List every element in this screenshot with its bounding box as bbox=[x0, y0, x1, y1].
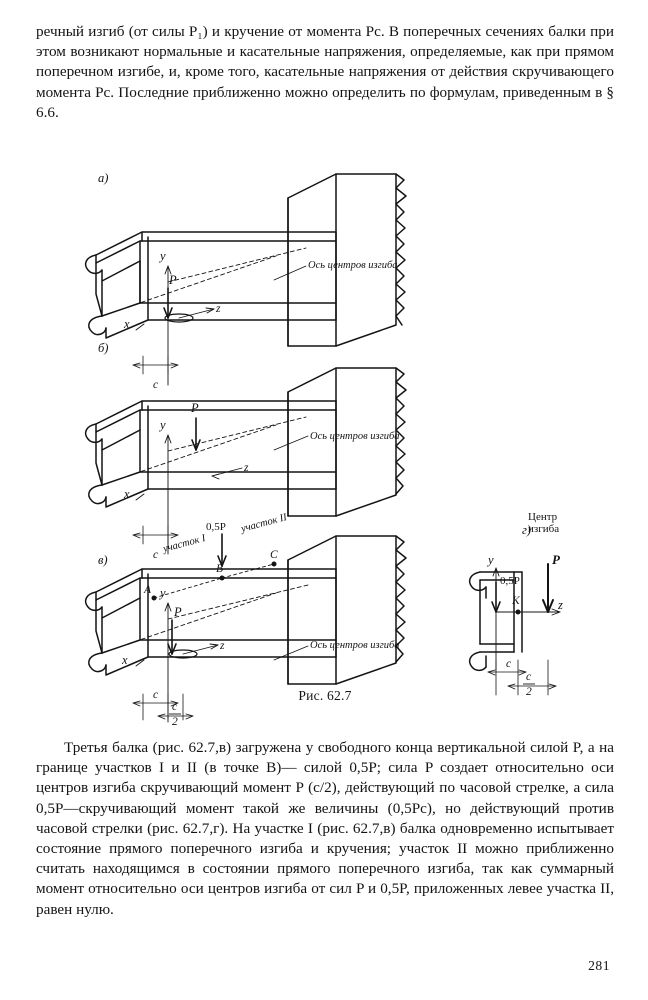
figure-62-7 bbox=[36, 160, 614, 728]
paragraph-bottom bbox=[36, 738, 614, 920]
paragraph-top-text: речный изгиб (от силы P₁) и кручение от момента Pc. В поперечных сечениях балки при этом возникают нормальные и касательные напряжения, определяемые, как при прямом поперечном изгибе, и, кроме того, касательные напряжения от действия скручивающего момента Pc. Последние приближенно можно определить по формулам, приведенным в § 6.6. bbox=[36, 23, 614, 121]
panel-g-label-P: P bbox=[552, 552, 560, 567]
panel-a-label-P: P bbox=[169, 273, 177, 287]
panel-g-label-c2-den: 2 bbox=[526, 686, 532, 698]
panel-a-label-y: y bbox=[160, 249, 166, 263]
panel-v-label-x: x bbox=[122, 653, 128, 667]
panel-b-tag: б) bbox=[98, 341, 109, 355]
paragraph-bottom-text: Третья балка (рис. 62.7,в) загружена у свободного конца вертикальной силой P, а на границе участков I и II (в точке B)— силой 0,5P; сила P создает относительно оси центров изгиба скручивающий момент P (c/2), действующий по часовой стрелке, а сила 0,5P—скручивающий момент такой же величины (0,5Pc), но действующий против часовой стрелки (рис. 62.7,г). На участке I (рис. 62.7,в) балка одновременно испытывает состояние прямого поперечного изгиба и кручения; участок II можно приближенно считать находящимся в состоянии прямого поперечного изгиба, так как суммарный момент относительно оси центров изгиба от сил P и 0,5P, приложенных левее участка II, равен нулю. bbox=[36, 739, 614, 918]
panel-b-label-x: x bbox=[124, 487, 130, 501]
panel-a-label-axis: Ось центров изгиба bbox=[308, 260, 398, 271]
panel-b-label-P: P bbox=[191, 401, 199, 415]
figure-drawing bbox=[36, 160, 614, 728]
panel-b-label-y: y bbox=[160, 418, 166, 432]
panel-v-label-C: C bbox=[270, 549, 278, 561]
panel-b-label-z: z bbox=[244, 462, 249, 474]
figure-caption: Рис. 62.7 bbox=[298, 688, 352, 703]
panel-g-tag: г) bbox=[522, 523, 532, 537]
panel-g-label-y: y bbox=[488, 553, 494, 567]
panel-v-label-z: z bbox=[220, 640, 225, 652]
panel-v-label-B: B bbox=[216, 563, 224, 575]
panel-g-label-half-P: 0,5P bbox=[500, 575, 520, 587]
panel-v-label-section-1: участок I bbox=[161, 533, 207, 555]
panel-b-label-c: c bbox=[153, 549, 159, 561]
panel-v-label-c2-num: c bbox=[172, 701, 178, 713]
panel-v-label-c: c bbox=[153, 689, 159, 701]
panel-a-label-z: z bbox=[216, 303, 221, 315]
panel-g-label-center-1: Центр bbox=[528, 511, 558, 523]
panel-v-label-half-P: 0,5P bbox=[206, 521, 226, 533]
panel-a-tag: а) bbox=[98, 171, 109, 185]
panel-g-label-z: z bbox=[558, 598, 563, 612]
panel-a-label-c: c bbox=[153, 379, 159, 391]
panel-v-label-axis: Ось центров изгиба bbox=[310, 640, 400, 651]
panel-v-label-c2-den: 2 bbox=[172, 716, 178, 728]
page-number: 281 bbox=[588, 958, 610, 973]
panel-a-label-x: x bbox=[124, 317, 130, 331]
panel-v-label-section-2: участок II bbox=[239, 512, 289, 535]
panel-g-label-K: K bbox=[512, 595, 520, 607]
panel-v-label-P: P bbox=[174, 605, 182, 619]
panel-g-label-c2-num: c bbox=[526, 671, 532, 683]
panel-g-label-c: c bbox=[506, 658, 512, 670]
panel-v-label-A: A bbox=[144, 584, 152, 596]
panel-b-label-axis: Ось центров изгиба bbox=[310, 431, 400, 442]
paragraph-top bbox=[36, 22, 614, 123]
panel-v-label-y: y bbox=[160, 586, 166, 600]
panel-g-label-center-2: изгиба bbox=[528, 523, 560, 535]
panel-v-tag: в) bbox=[98, 553, 108, 567]
